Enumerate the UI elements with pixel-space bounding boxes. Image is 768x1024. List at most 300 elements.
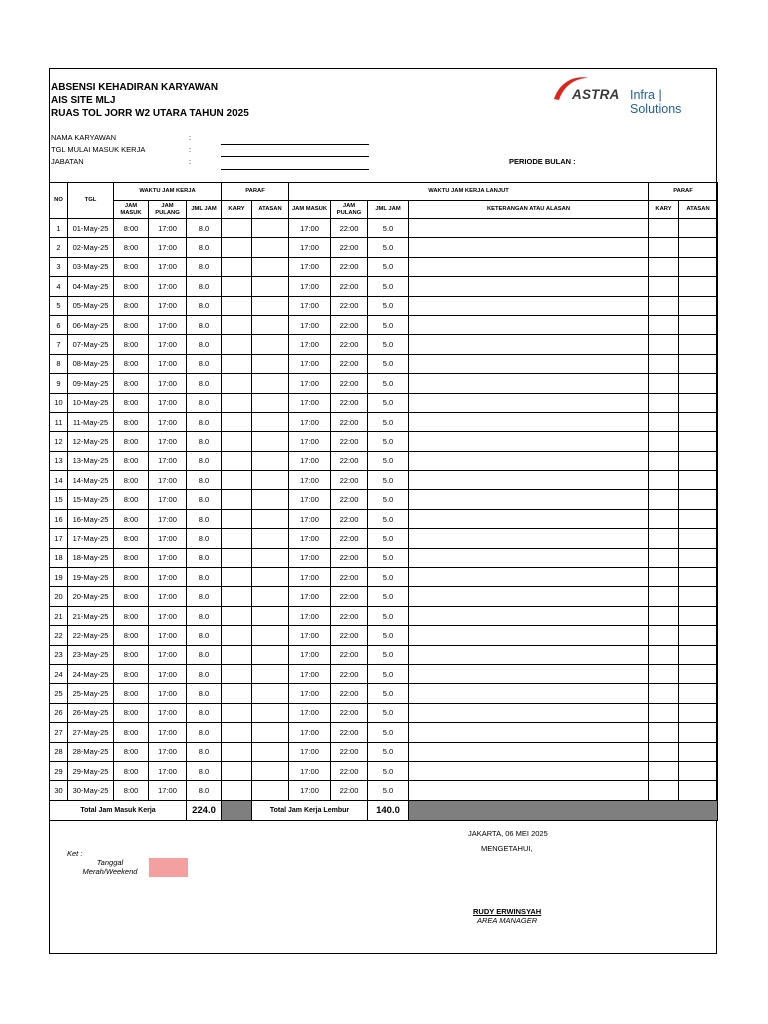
row-paraf-atasan[interactable] xyxy=(252,742,289,761)
row-paraf-kary[interactable] xyxy=(222,335,252,354)
row-lanjut-jml-jam: 5.0 xyxy=(368,412,409,431)
table-row xyxy=(50,626,718,645)
place-date: JAKARTA, 06 MEI 2025 xyxy=(468,829,548,838)
row-paraf-kary-lanjut[interactable] xyxy=(649,393,679,412)
row-paraf-atasan[interactable] xyxy=(252,723,289,742)
row-tgl: 08-May-25 xyxy=(68,354,114,373)
row-paraf-atasan-lanjut[interactable] xyxy=(679,742,718,761)
row-lanjut-jam-pulang: 22:00 xyxy=(331,315,368,334)
row-paraf-kary-lanjut[interactable] xyxy=(649,219,679,238)
row-paraf-kary-lanjut[interactable] xyxy=(649,781,679,800)
row-paraf-kary-lanjut[interactable] xyxy=(649,664,679,683)
row-lanjut-jam-pulang: 22:00 xyxy=(331,471,368,490)
row-paraf-kary-lanjut[interactable] xyxy=(649,606,679,625)
row-jml-jam: 8.0 xyxy=(187,277,222,296)
row-paraf-atasan[interactable] xyxy=(252,761,289,780)
row-paraf-kary-lanjut[interactable] xyxy=(649,723,679,742)
row-paraf-kary-lanjut[interactable] xyxy=(649,684,679,703)
row-lanjut-jam-masuk: 17:00 xyxy=(289,742,331,761)
row-paraf-kary[interactable] xyxy=(222,781,252,800)
row-paraf-kary[interactable] xyxy=(222,761,252,780)
row-paraf-atasan[interactable] xyxy=(252,432,289,451)
row-paraf-kary[interactable] xyxy=(222,568,252,587)
row-jml-jam: 8.0 xyxy=(187,219,222,238)
row-paraf-atasan-lanjut[interactable] xyxy=(679,219,718,238)
row-jml-jam: 8.0 xyxy=(187,238,222,257)
row-paraf-kary[interactable] xyxy=(222,664,252,683)
row-paraf-kary-lanjut[interactable] xyxy=(649,451,679,470)
row-paraf-kary-lanjut[interactable] xyxy=(649,277,679,296)
row-paraf-kary[interactable] xyxy=(222,684,252,703)
col-header-no: NO xyxy=(50,183,68,219)
row-jam-masuk: 8:00 xyxy=(114,238,149,257)
row-tgl: 27-May-25 xyxy=(68,723,114,742)
row-paraf-kary-lanjut[interactable] xyxy=(649,315,679,334)
row-jam-masuk: 8:00 xyxy=(114,354,149,373)
row-no: 11 xyxy=(50,412,68,431)
row-lanjut-jam-pulang: 22:00 xyxy=(331,645,368,664)
row-paraf-kary-lanjut[interactable] xyxy=(649,238,679,257)
row-paraf-kary[interactable] xyxy=(222,742,252,761)
row-keterangan[interactable] xyxy=(409,432,649,451)
row-paraf-kary[interactable] xyxy=(222,238,252,257)
row-paraf-kary-lanjut[interactable] xyxy=(649,354,679,373)
row-jam-masuk: 8:00 xyxy=(114,393,149,412)
row-lanjut-jam-pulang: 22:00 xyxy=(331,393,368,412)
row-jam-masuk: 8:00 xyxy=(114,742,149,761)
row-paraf-atasan-lanjut[interactable] xyxy=(679,548,718,567)
row-keterangan[interactable] xyxy=(409,509,649,528)
signer-title: AREA MANAGER xyxy=(477,916,538,925)
row-paraf-kary[interactable] xyxy=(222,432,252,451)
total-lembur-value: 140.0 xyxy=(368,800,409,820)
row-paraf-kary[interactable] xyxy=(222,277,252,296)
row-tgl: 09-May-25 xyxy=(68,374,114,393)
row-paraf-atasan[interactable] xyxy=(252,606,289,625)
row-paraf-atasan-lanjut[interactable] xyxy=(679,606,718,625)
table-row xyxy=(50,645,718,664)
table-row xyxy=(50,664,718,683)
row-jam-pulang: 17:00 xyxy=(149,432,187,451)
row-paraf-atasan[interactable] xyxy=(252,509,289,528)
row-keterangan[interactable] xyxy=(409,335,649,354)
row-paraf-atasan-lanjut[interactable] xyxy=(679,703,718,722)
row-paraf-atasan-lanjut[interactable] xyxy=(679,664,718,683)
total-gray-band xyxy=(409,800,718,820)
row-jml-jam: 8.0 xyxy=(187,587,222,606)
row-tgl: 15-May-25 xyxy=(68,490,114,509)
row-paraf-atasan-lanjut[interactable] xyxy=(679,529,718,548)
row-keterangan[interactable] xyxy=(409,781,649,800)
row-lanjut-jml-jam: 5.0 xyxy=(368,684,409,703)
row-jam-pulang: 17:00 xyxy=(149,412,187,431)
row-paraf-kary[interactable] xyxy=(222,315,252,334)
col-header-kary: KARY xyxy=(222,201,252,219)
row-lanjut-jml-jam: 5.0 xyxy=(368,761,409,780)
row-keterangan[interactable] xyxy=(409,412,649,431)
row-paraf-atasan-lanjut[interactable] xyxy=(679,645,718,664)
astra-logo xyxy=(550,73,712,116)
row-paraf-kary-lanjut[interactable] xyxy=(649,742,679,761)
row-jml-jam: 8.0 xyxy=(187,509,222,528)
row-keterangan[interactable] xyxy=(409,393,649,412)
table-row xyxy=(50,471,718,490)
row-paraf-kary-lanjut[interactable] xyxy=(649,374,679,393)
row-paraf-atasan[interactable] xyxy=(252,277,289,296)
row-paraf-kary[interactable] xyxy=(222,393,252,412)
row-paraf-kary[interactable] xyxy=(222,626,252,645)
row-jml-jam: 8.0 xyxy=(187,257,222,276)
row-keterangan[interactable] xyxy=(409,354,649,373)
row-paraf-atasan[interactable] xyxy=(252,315,289,334)
row-lanjut-jam-masuk: 17:00 xyxy=(289,238,331,257)
row-paraf-kary[interactable] xyxy=(222,219,252,238)
row-paraf-atasan-lanjut[interactable] xyxy=(679,335,718,354)
row-lanjut-jam-pulang: 22:00 xyxy=(331,374,368,393)
row-no: 8 xyxy=(50,354,68,373)
row-tgl: 13-May-25 xyxy=(68,451,114,470)
row-paraf-atasan-lanjut[interactable] xyxy=(679,568,718,587)
row-lanjut-jam-pulang: 22:00 xyxy=(331,568,368,587)
row-jam-masuk: 8:00 xyxy=(114,219,149,238)
row-paraf-atasan[interactable] xyxy=(252,626,289,645)
row-jml-jam: 8.0 xyxy=(187,296,222,315)
row-paraf-atasan-lanjut[interactable] xyxy=(679,587,718,606)
row-no: 21 xyxy=(50,606,68,625)
row-tgl: 26-May-25 xyxy=(68,703,114,722)
row-tgl: 22-May-25 xyxy=(68,626,114,645)
row-jam-pulang: 17:00 xyxy=(149,645,187,664)
row-paraf-atasan[interactable] xyxy=(252,335,289,354)
row-paraf-kary-lanjut[interactable] xyxy=(649,626,679,645)
row-keterangan[interactable] xyxy=(409,296,649,315)
row-paraf-atasan[interactable] xyxy=(252,219,289,238)
table-row xyxy=(50,742,718,761)
row-paraf-atasan[interactable] xyxy=(252,703,289,722)
row-paraf-atasan[interactable] xyxy=(252,684,289,703)
row-paraf-atasan[interactable] xyxy=(252,781,289,800)
row-paraf-atasan[interactable] xyxy=(252,354,289,373)
row-no: 29 xyxy=(50,761,68,780)
col-header-jam-masuk-lanjut: JAM MASUK xyxy=(289,201,331,219)
table-row xyxy=(50,606,718,625)
row-no: 14 xyxy=(50,471,68,490)
row-jam-pulang: 17:00 xyxy=(149,219,187,238)
table-row xyxy=(50,587,718,606)
row-paraf-kary[interactable] xyxy=(222,587,252,606)
row-jam-pulang: 17:00 xyxy=(149,257,187,276)
row-no: 12 xyxy=(50,432,68,451)
row-jam-masuk: 8:00 xyxy=(114,412,149,431)
row-paraf-kary-lanjut[interactable] xyxy=(649,509,679,528)
row-keterangan[interactable] xyxy=(409,490,649,509)
row-lanjut-jml-jam: 5.0 xyxy=(368,509,409,528)
row-paraf-kary[interactable] xyxy=(222,723,252,742)
row-keterangan[interactable] xyxy=(409,761,649,780)
row-no: 25 xyxy=(50,684,68,703)
row-paraf-kary-lanjut[interactable] xyxy=(649,587,679,606)
row-keterangan[interactable] xyxy=(409,703,649,722)
row-paraf-atasan[interactable] xyxy=(252,645,289,664)
row-paraf-atasan-lanjut[interactable] xyxy=(679,315,718,334)
row-lanjut-jam-pulang: 22:00 xyxy=(331,684,368,703)
row-lanjut-jam-pulang: 22:00 xyxy=(331,723,368,742)
row-lanjut-jam-masuk: 17:00 xyxy=(289,529,331,548)
row-paraf-atasan[interactable] xyxy=(252,664,289,683)
weekend-color-swatch xyxy=(149,858,188,877)
row-keterangan[interactable] xyxy=(409,645,649,664)
row-paraf-atasan-lanjut[interactable] xyxy=(679,451,718,470)
row-paraf-kary[interactable] xyxy=(222,548,252,567)
row-paraf-kary[interactable] xyxy=(222,296,252,315)
row-keterangan[interactable] xyxy=(409,529,649,548)
row-no: 26 xyxy=(50,703,68,722)
row-lanjut-jam-pulang: 22:00 xyxy=(331,277,368,296)
row-no: 7 xyxy=(50,335,68,354)
row-keterangan[interactable] xyxy=(409,626,649,645)
row-keterangan[interactable] xyxy=(409,606,649,625)
row-paraf-atasan[interactable] xyxy=(252,393,289,412)
row-keterangan[interactable] xyxy=(409,315,649,334)
row-paraf-kary[interactable] xyxy=(222,451,252,470)
row-paraf-atasan[interactable] xyxy=(252,587,289,606)
row-jam-masuk: 8:00 xyxy=(114,548,149,567)
field-colon: : xyxy=(189,133,192,142)
row-lanjut-jml-jam: 5.0 xyxy=(368,664,409,683)
row-jam-masuk: 8:00 xyxy=(114,645,149,664)
row-paraf-kary[interactable] xyxy=(222,606,252,625)
col-header-kary-lanjut: KARY xyxy=(649,201,679,219)
row-keterangan[interactable] xyxy=(409,664,649,683)
row-paraf-atasan[interactable] xyxy=(252,548,289,567)
row-paraf-kary[interactable] xyxy=(222,645,252,664)
row-paraf-kary-lanjut[interactable] xyxy=(649,548,679,567)
row-jam-masuk: 8:00 xyxy=(114,781,149,800)
row-tgl: 12-May-25 xyxy=(68,432,114,451)
row-jam-masuk: 8:00 xyxy=(114,587,149,606)
row-jam-pulang: 17:00 xyxy=(149,548,187,567)
row-keterangan[interactable] xyxy=(409,684,649,703)
row-no: 10 xyxy=(50,393,68,412)
row-lanjut-jam-masuk: 17:00 xyxy=(289,781,331,800)
row-jam-pulang: 17:00 xyxy=(149,393,187,412)
field-colon: : xyxy=(189,145,192,154)
row-no: 6 xyxy=(50,315,68,334)
row-paraf-kary[interactable] xyxy=(222,374,252,393)
row-tgl: 01-May-25 xyxy=(68,219,114,238)
row-tgl: 18-May-25 xyxy=(68,548,114,567)
row-paraf-kary-lanjut[interactable] xyxy=(649,432,679,451)
row-tgl: 07-May-25 xyxy=(68,335,114,354)
row-paraf-atasan-lanjut[interactable] xyxy=(679,626,718,645)
row-lanjut-jam-pulang: 22:00 xyxy=(331,296,368,315)
row-jam-masuk: 8:00 xyxy=(114,703,149,722)
row-paraf-atasan-lanjut[interactable] xyxy=(679,684,718,703)
row-tgl: 10-May-25 xyxy=(68,393,114,412)
row-tgl: 16-May-25 xyxy=(68,509,114,528)
tgl-mulai-field[interactable] xyxy=(221,156,369,157)
row-keterangan[interactable] xyxy=(409,587,649,606)
row-keterangan[interactable] xyxy=(409,257,649,276)
row-paraf-atasan-lanjut[interactable] xyxy=(679,374,718,393)
row-jml-jam: 8.0 xyxy=(187,315,222,334)
row-lanjut-jml-jam: 5.0 xyxy=(368,742,409,761)
row-jam-pulang: 17:00 xyxy=(149,315,187,334)
row-jam-pulang: 17:00 xyxy=(149,374,187,393)
row-tgl: 06-May-25 xyxy=(68,315,114,334)
row-jam-masuk: 8:00 xyxy=(114,471,149,490)
table-row xyxy=(50,296,718,315)
row-paraf-atasan-lanjut[interactable] xyxy=(679,432,718,451)
row-jam-masuk: 8:00 xyxy=(114,432,149,451)
row-lanjut-jam-pulang: 22:00 xyxy=(331,432,368,451)
row-paraf-atasan[interactable] xyxy=(252,296,289,315)
row-paraf-atasan-lanjut[interactable] xyxy=(679,238,718,257)
row-jam-masuk: 8:00 xyxy=(114,723,149,742)
row-paraf-atasan[interactable] xyxy=(252,471,289,490)
row-no: 20 xyxy=(50,587,68,606)
row-lanjut-jam-masuk: 17:00 xyxy=(289,645,331,664)
row-paraf-kary-lanjut[interactable] xyxy=(649,257,679,276)
row-no: 15 xyxy=(50,490,68,509)
row-jam-masuk: 8:00 xyxy=(114,277,149,296)
row-no: 2 xyxy=(50,238,68,257)
row-keterangan[interactable] xyxy=(409,277,649,296)
row-paraf-kary[interactable] xyxy=(222,471,252,490)
row-keterangan[interactable] xyxy=(409,548,649,567)
row-lanjut-jml-jam: 5.0 xyxy=(368,315,409,334)
table-row xyxy=(50,761,718,780)
row-jml-jam: 8.0 xyxy=(187,393,222,412)
row-tgl: 30-May-25 xyxy=(68,781,114,800)
row-lanjut-jam-pulang: 22:00 xyxy=(331,703,368,722)
row-paraf-atasan-lanjut[interactable] xyxy=(679,412,718,431)
row-paraf-kary[interactable] xyxy=(222,490,252,509)
row-paraf-kary[interactable] xyxy=(222,703,252,722)
row-jam-pulang: 17:00 xyxy=(149,761,187,780)
row-paraf-atasan[interactable] xyxy=(252,412,289,431)
row-jml-jam: 8.0 xyxy=(187,354,222,373)
row-keterangan[interactable] xyxy=(409,723,649,742)
nama-karyawan-field[interactable] xyxy=(221,144,369,145)
row-keterangan[interactable] xyxy=(409,219,649,238)
row-paraf-kary[interactable] xyxy=(222,509,252,528)
row-lanjut-jml-jam: 5.0 xyxy=(368,548,409,567)
row-paraf-kary-lanjut[interactable] xyxy=(649,412,679,431)
row-keterangan[interactable] xyxy=(409,451,649,470)
row-paraf-atasan-lanjut[interactable] xyxy=(679,723,718,742)
table-row xyxy=(50,219,718,238)
row-paraf-kary-lanjut[interactable] xyxy=(649,568,679,587)
row-paraf-kary-lanjut[interactable] xyxy=(649,761,679,780)
row-tgl: 14-May-25 xyxy=(68,471,114,490)
col-header-jam-pulang-lanjut: JAM PULANG xyxy=(331,201,368,219)
row-paraf-kary-lanjut[interactable] xyxy=(649,490,679,509)
row-tgl: 02-May-25 xyxy=(68,238,114,257)
table-row xyxy=(50,257,718,276)
row-jam-masuk: 8:00 xyxy=(114,257,149,276)
row-paraf-atasan-lanjut[interactable] xyxy=(679,393,718,412)
row-lanjut-jml-jam: 5.0 xyxy=(368,471,409,490)
table-row xyxy=(50,354,718,373)
row-paraf-atasan-lanjut[interactable] xyxy=(679,509,718,528)
row-jam-pulang: 17:00 xyxy=(149,587,187,606)
row-lanjut-jml-jam: 5.0 xyxy=(368,451,409,470)
row-paraf-atasan[interactable] xyxy=(252,451,289,470)
row-jam-pulang: 17:00 xyxy=(149,568,187,587)
logo-astra-text: ASTRA xyxy=(572,87,620,102)
row-jam-pulang: 17:00 xyxy=(149,277,187,296)
row-lanjut-jam-pulang: 22:00 xyxy=(331,490,368,509)
row-paraf-atasan[interactable] xyxy=(252,490,289,509)
row-keterangan[interactable] xyxy=(409,471,649,490)
row-paraf-atasan-lanjut[interactable] xyxy=(679,277,718,296)
row-lanjut-jam-pulang: 22:00 xyxy=(331,219,368,238)
row-lanjut-jam-pulang: 22:00 xyxy=(331,626,368,645)
row-paraf-atasan-lanjut[interactable] xyxy=(679,354,718,373)
row-keterangan[interactable] xyxy=(409,374,649,393)
row-tgl: 19-May-25 xyxy=(68,568,114,587)
row-paraf-atasan[interactable] xyxy=(252,568,289,587)
row-no: 5 xyxy=(50,296,68,315)
row-paraf-kary[interactable] xyxy=(222,257,252,276)
row-paraf-atasan[interactable] xyxy=(252,529,289,548)
row-no: 18 xyxy=(50,548,68,567)
row-lanjut-jam-pulang: 22:00 xyxy=(331,335,368,354)
col-header-waktu-jam-kerja: WAKTU JAM KERJA xyxy=(114,183,222,201)
row-paraf-kary-lanjut[interactable] xyxy=(649,703,679,722)
row-paraf-kary-lanjut[interactable] xyxy=(649,645,679,664)
row-paraf-atasan-lanjut[interactable] xyxy=(679,761,718,780)
row-jam-masuk: 8:00 xyxy=(114,761,149,780)
row-paraf-kary-lanjut[interactable] xyxy=(649,296,679,315)
row-lanjut-jml-jam: 5.0 xyxy=(368,723,409,742)
table-row xyxy=(50,238,718,257)
row-keterangan[interactable] xyxy=(409,742,649,761)
row-paraf-atasan-lanjut[interactable] xyxy=(679,471,718,490)
row-lanjut-jam-masuk: 17:00 xyxy=(289,761,331,780)
row-lanjut-jam-masuk: 17:00 xyxy=(289,393,331,412)
row-paraf-kary[interactable] xyxy=(222,412,252,431)
row-jam-pulang: 17:00 xyxy=(149,451,187,470)
row-paraf-atasan-lanjut[interactable] xyxy=(679,257,718,276)
row-keterangan[interactable] xyxy=(409,238,649,257)
row-paraf-atasan[interactable] xyxy=(252,374,289,393)
field-label-tgl-mulai: TGL MULAI MASUK KERJA xyxy=(51,145,146,154)
row-tgl: 17-May-25 xyxy=(68,529,114,548)
jabatan-field[interactable] xyxy=(221,169,369,170)
attendance-rows xyxy=(50,219,718,801)
row-paraf-kary[interactable] xyxy=(222,354,252,373)
row-paraf-kary-lanjut[interactable] xyxy=(649,529,679,548)
row-keterangan[interactable] xyxy=(409,568,649,587)
row-lanjut-jml-jam: 5.0 xyxy=(368,219,409,238)
row-jam-masuk: 8:00 xyxy=(114,664,149,683)
row-paraf-atasan[interactable] xyxy=(252,238,289,257)
row-jam-pulang: 17:00 xyxy=(149,238,187,257)
row-jam-pulang: 17:00 xyxy=(149,703,187,722)
row-paraf-atasan-lanjut[interactable] xyxy=(679,781,718,800)
row-paraf-atasan[interactable] xyxy=(252,257,289,276)
row-paraf-kary[interactable] xyxy=(222,529,252,548)
row-no: 1 xyxy=(50,219,68,238)
row-paraf-atasan-lanjut[interactable] xyxy=(679,490,718,509)
row-lanjut-jml-jam: 5.0 xyxy=(368,393,409,412)
row-paraf-atasan-lanjut[interactable] xyxy=(679,296,718,315)
row-jam-masuk: 8:00 xyxy=(114,529,149,548)
row-paraf-kary-lanjut[interactable] xyxy=(649,471,679,490)
row-paraf-kary-lanjut[interactable] xyxy=(649,335,679,354)
